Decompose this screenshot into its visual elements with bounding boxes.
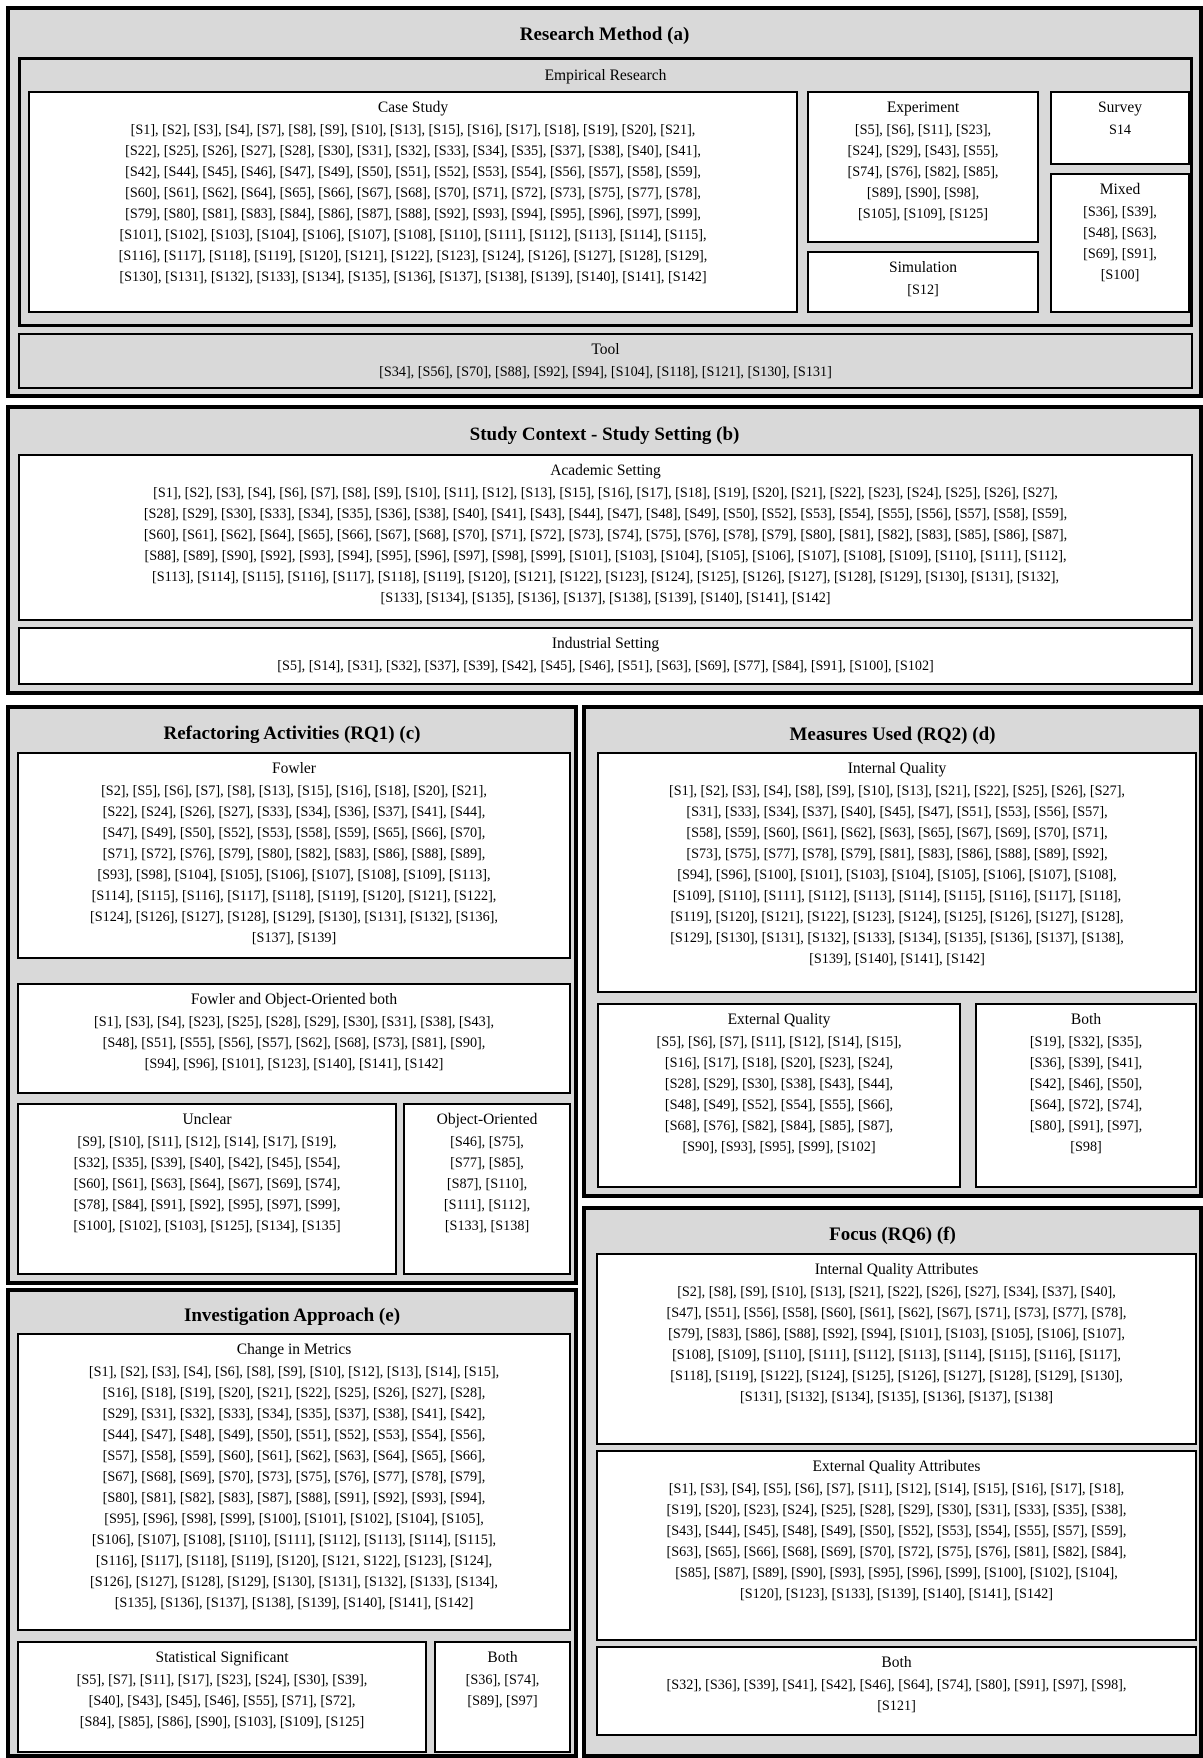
study-id-line: [S32], [S36], [S39], [S41], [S42], [S46], [S64], [S74], [S80], [S91], [S97], [S98], xyxy=(666,1677,1127,1693)
panel-investigation-approach xyxy=(6,1288,578,1758)
study-id-line: [S71], [S72], [S76], [S79], [S80], [S82], [S83], [S86], [S88], [S89], xyxy=(102,846,486,862)
box-title: External Quality xyxy=(727,1011,831,1028)
box-title: Case Study xyxy=(377,99,449,116)
study-id-line: [S47], [S49], [S50], [S52], [S53], [S58], [S59], [S65], [S66], [S70], xyxy=(102,825,486,841)
box-title: Fowler xyxy=(272,760,316,777)
study-id-line: [S100], [S102], [S103], [S125], [S134], [S135] xyxy=(73,1218,341,1234)
study-id-line: [S139], [S140], [S141], [S142] xyxy=(809,951,985,967)
box-title: External Quality Attributes xyxy=(812,1458,981,1475)
box-title: Object-Oriented xyxy=(436,1111,538,1128)
panel-measures-used xyxy=(582,705,1203,1198)
study-id-line: [S36], [S39], [S41], xyxy=(1029,1055,1143,1071)
study-id-line: [S119], [S120], [S121], [S122], [S123], [S124], [S125], [S126], [S127], [S128], xyxy=(670,909,1124,925)
study-id-line: [S19], [S20], [S23], [S24], [S25], [S28], [S29], [S30], [S31], [S33], [S35], [S38], xyxy=(666,1502,1127,1518)
study-id-line: [S108], [S109], [S110], [S111], [S112], [S113], [S114], [S115], [S116], [S117], xyxy=(672,1347,1121,1363)
study-id-line: [S63], [S65], [S66], [S68], [S69], [S70], [S72], [S75], [S76], [S81], [S82], [S84], xyxy=(666,1544,1127,1560)
study-id-line: [S100] xyxy=(1100,267,1140,283)
study-id-line: [S94], [S96], [S100], [S101], [S103], [S104], [S105], [S106], [S107], [S108], xyxy=(677,867,1117,883)
study-id-line: [S89], [S90], [S98], xyxy=(866,185,980,201)
box-title: Survey xyxy=(1098,99,1142,116)
external-quality-attributes-box xyxy=(596,1450,1197,1641)
study-id-line: [S98] xyxy=(1070,1139,1102,1155)
box-title: Academic Setting xyxy=(550,462,661,479)
study-id-line: [S74], [S76], [S82], [S85], xyxy=(847,164,999,180)
study-id-line: [S80], [S91], [S97], xyxy=(1029,1118,1143,1134)
study-id-line: [S2], [S5], [S6], [S7], [S8], [S13], [S15], [S16], [S18], [S20], [S21], xyxy=(101,783,487,799)
study-id-line: [S42], [S46], [S50], xyxy=(1029,1076,1143,1092)
box-title: Both xyxy=(1070,1011,1102,1028)
panel-research-method xyxy=(6,6,1203,398)
study-id-line: [S118], [S119], [S122], [S124], [S125], [S126], [S127], [S128], [S129], [S130], xyxy=(670,1368,1123,1384)
study-id-line: [S31], [S33], [S34], [S37], [S40], [S45], [S47], [S51], [S53], [S56], [S57], xyxy=(686,804,1108,820)
study-id-line: [S130], [S131], [S132], [S133], [S134], [S135], [S136], [S137], [S138], [S139], [S140], [S141], [S142] xyxy=(119,269,707,285)
panel-title: Research Method (a) xyxy=(519,24,690,45)
study-id-line: [S126], [S127], [S128], [S129], [S130], [S131], [S132], [S133], [S134], xyxy=(90,1574,498,1590)
study-id-line: [S22], [S25], [S26], [S27], [S28], [S30], [S31], [S32], [S33], [S34], [S35], [S37], [S38], [S40], [S41], xyxy=(125,143,701,159)
study-id-line: [S60], [S61], [S62], [S64], [S65], [S66], [S67], [S68], [S70], [S71], [S72], [S73], [S74], [S75], [S76], [S78], [S79], [S80], [S81], [S82], [S83], [S85], [S86], [S87], xyxy=(143,527,1068,543)
study-id-line: [S1], [S2], [S3], [S4], [S7], [S8], [S9], [S10], [S13], [S15], [S16], [S17], [S18], [S19], [S20], [S21], xyxy=(130,122,696,138)
study-id-line: [S1], [S2], [S3], [S4], [S6], [S8], [S9], [S10], [S12], [S13], [S14], [S15], xyxy=(88,1364,500,1380)
study-id-line: [S69], [S91], xyxy=(1083,246,1157,262)
study-id-line: [S64], [S72], [S74], xyxy=(1029,1097,1143,1113)
study-id-line: [S1], [S3], [S4], [S23], [S25], [S28], [S29], [S30], [S31], [S38], [S43], xyxy=(93,1014,494,1030)
study-id-line: [S116], [S117], [S118], [S119], [S120], [S121, S122], [S123], [S124], xyxy=(95,1553,493,1569)
panel-title: Study Context - Study Setting (b) xyxy=(469,424,740,445)
fowler-box xyxy=(17,752,571,959)
study-id-line: [S60], [S61], [S63], [S64], [S67], [S69], [S74], xyxy=(73,1176,341,1192)
study-id-line: [S46], [S75], xyxy=(450,1134,524,1150)
unclear-box xyxy=(17,1103,397,1275)
box-title: Both xyxy=(487,1649,518,1666)
study-id-line: [S68], [S76], [S82], [S84], [S85], [S87], xyxy=(664,1118,894,1134)
study-id-line: [S44], [S47], [S48], [S49], [S50], [S51], [S52], [S53], [S54], [S56], xyxy=(102,1427,486,1443)
study-id-line: [S47], [S51], [S56], [S58], [S60], [S61], [S62], [S67], [S71], [S73], [S77], [S78], xyxy=(666,1305,1127,1321)
study-id-line: [S36], [S39], xyxy=(1083,204,1157,220)
study-id-line: [S36], [S74], xyxy=(465,1672,540,1688)
study-id-line: [S16], [S18], [S19], [S20], [S21], [S22], [S25], [S26], [S27], [S28], xyxy=(102,1385,486,1401)
box-title: Statistical Significant xyxy=(155,1649,289,1666)
study-id-line: [S48], [S51], [S55], [S56], [S57], [S62], [S68], [S73], [S81], [S90], xyxy=(102,1035,486,1051)
tool-box xyxy=(18,333,1193,389)
study-id-line: [S133], [S138] xyxy=(444,1218,530,1234)
study-id-line: [S28], [S29], [S30], [S38], [S43], [S44], xyxy=(664,1076,894,1092)
study-id-line: [S79], [S80], [S81], [S83], [S84], [S86], [S87], [S88], [S92], [S93], [S94], [S95], [S96], [S97], [S99], xyxy=(125,206,701,222)
study-id-line: [S5], [S6], [S7], [S11], [S12], [S14], [S15], xyxy=(656,1034,902,1050)
statistical-significant-box xyxy=(17,1641,427,1753)
box-title: Internal Quality Attributes xyxy=(814,1261,979,1278)
study-id-line: [S40], [S43], [S45], [S46], [S55], [S71], [S72], xyxy=(88,1693,356,1709)
study-id-line: [S79], [S83], [S86], [S88], [S92], [S94], [S101], [S103], [S105], [S106], [S107], xyxy=(668,1326,1125,1342)
study-id-line: S14 xyxy=(1108,122,1132,138)
study-id-line: [S60], [S61], [S62], [S64], [S65], [S66], [S67], [S68], [S70], [S71], [S72], [S73], [S75], [S77], [S78], xyxy=(125,185,701,201)
panel-title: Focus (RQ6) (f) xyxy=(829,1224,956,1245)
study-id-line: [S101], [S102], [S103], [S104], [S106], [S107], [S108], [S110], [S111], [S112], [S113], [S114], [S115], xyxy=(119,227,707,243)
box-title: Change in Metrics xyxy=(236,1341,352,1358)
both-measures-box xyxy=(975,1003,1197,1188)
study-id-line: [S58], [S59], [S60], [S61], [S62], [S63], [S65], [S67], [S69], [S70], [S71], xyxy=(686,825,1108,841)
study-id-line: [S34], [S56], [S70], [S88], [S92], [S94], [S104], [S118], [S121], [S130], [S131] xyxy=(379,364,832,380)
study-id-line: [S1], [S2], [S3], [S4], [S6], [S7], [S8], [S9], [S10], [S11], [S12], [S13], [S15], [S16], [S17], [S18], [S19], [S20], [S21], [S22], [S23], [S24], [S25], [S26], [S27], xyxy=(153,485,1058,501)
study-id-line: [S113], [S114], [S115], [S116], [S117], [S118], [S119], [S120], [S121], [S122], [S123], [S124], [S125], [S126], [S127], [S128], [S129], [S130], [S131], [S132], xyxy=(151,569,1060,585)
internal-quality-box xyxy=(597,752,1197,993)
change-in-metrics-box xyxy=(17,1333,571,1631)
object-oriented-box xyxy=(403,1103,571,1275)
study-id-line: [S43], [S44], [S45], [S48], [S49], [S50], [S52], [S53], [S54], [S55], [S57], [S59], xyxy=(666,1523,1127,1539)
study-id-line: [S129], [S130], [S131], [S132], [S133], [S134], [S135], [S136], [S137], [S138], xyxy=(670,930,1124,946)
both-approach-box xyxy=(434,1641,571,1753)
study-id-line: [S84], [S85], [S86], [S90], [S103], [S109], [S125] xyxy=(79,1714,365,1730)
study-id-line: [S48], [S49], [S52], [S54], [S55], [S66], xyxy=(664,1097,894,1113)
study-id-line: [S124], [S126], [S127], [S128], [S129], [S130], [S131], [S132], [S136], xyxy=(90,909,498,925)
mixed-box xyxy=(1050,173,1190,313)
study-id-line: [S42], [S44], [S45], [S46], [S47], [S49], [S50], [S51], [S52], [S53], [S54], [S56], [S57], [S58], [S59], xyxy=(125,164,701,180)
study-id-line: [S28], [S29], [S30], [S33], [S34], [S35], [S36], [S38], [S40], [S41], [S43], [S44], [S47], [S48], [S49], [S50], [S52], [S53], [S54], [S55], [S56], [S57], [S58], [S59], xyxy=(143,506,1068,522)
study-id-line: [S9], [S10], [S11], [S12], [S14], [S17], [S19], xyxy=(77,1134,337,1150)
study-id-line: [S85], [S87], [S89], [S90], [S93], [S95], [S96], [S99], [S100], [S102], [S104], xyxy=(675,1565,1118,1581)
study-id-line: [S105], [S109], [S125] xyxy=(857,206,989,222)
internal-quality-attributes-box xyxy=(596,1253,1197,1445)
simulation-box xyxy=(807,251,1039,313)
box-title: Fowler and Object-Oriented both xyxy=(190,991,398,1008)
box-title: Unclear xyxy=(182,1111,232,1128)
panel-title: Refactoring Activities (RQ1) (c) xyxy=(163,723,421,744)
box-title: Experiment xyxy=(886,99,960,116)
study-id-line: [S80], [S81], [S82], [S83], [S87], [S88], [S91], [S92], [S93], [S94], xyxy=(102,1490,486,1506)
study-id-line: [S88], [S89], [S90], [S92], [S93], [S94], [S95], [S96], [S97], [S98], [S99], [S101], [S103], [S104], [S105], [S106], [S107], [S108], [S109], [S110], [S111], [S112], xyxy=(144,548,1067,564)
study-id-line: [S48], [S63], xyxy=(1083,225,1157,241)
study-id-line: [S114], [S115], [S116], [S117], [S118], [S119], [S120], [S121], [S122], xyxy=(91,888,497,904)
both-focus-box xyxy=(596,1646,1197,1736)
study-id-line: [S133], [S134], [S135], [S136], [S137], [S138], [S139], [S140], [S141], [S142] xyxy=(380,590,831,606)
study-id-line: [S16], [S17], [S18], [S20], [S23], [S24], xyxy=(664,1055,894,1071)
study-id-line: [S1], [S3], [S4], [S5], [S6], [S7], [S11], [S12], [S14], [S15], [S16], [S17], [S18], xyxy=(668,1481,1125,1497)
study-id-line: [S78], [S84], [S91], [S92], [S95], [S97], [S99], xyxy=(73,1197,341,1213)
study-id-line: [S57], [S58], [S59], [S60], [S61], [S62], [S63], [S64], [S65], [S66], xyxy=(102,1448,486,1464)
study-id-line: [S32], [S35], [S39], [S40], [S42], [S45], [S54], xyxy=(73,1155,341,1171)
study-id-line: [S120], [S123], [S133], [S139], [S140], [S141], [S142] xyxy=(740,1586,1053,1602)
fowler-oo-box xyxy=(17,983,571,1094)
box-title: Industrial Setting xyxy=(551,635,660,652)
study-id-line: [S109], [S110], [S111], [S112], [S113], [S114], [S115], [S116], [S117], [S118], xyxy=(672,888,1122,904)
study-id-line: [S93], [S98], [S104], [S105], [S106], [S107], [S108], [S109], [S113], xyxy=(97,867,491,883)
study-id-line: [S121] xyxy=(877,1698,916,1714)
study-id-line: [S5], [S6], [S11], [S23], xyxy=(854,122,992,138)
box-title: Both xyxy=(881,1654,912,1671)
box-title: Tool xyxy=(591,341,620,358)
box-title: Simulation xyxy=(888,259,958,276)
study-id-line: [S90], [S93], [S95], [S99], [S102] xyxy=(682,1139,876,1155)
empirical-research-title: Empirical Research xyxy=(544,67,667,84)
study-id-line: [S106], [S107], [S108], [S110], [S111], [S112], [S113], [S114], [S115], xyxy=(91,1532,497,1548)
study-id-line: [S116], [S117], [S118], [S119], [S120], [S121], [S122], [S123], [S124], [S126], [S127], [S128], [S129], xyxy=(118,248,708,264)
industrial-setting-box xyxy=(18,627,1193,685)
survey-box xyxy=(1050,91,1190,165)
panel-focus xyxy=(582,1206,1203,1758)
study-id-line: [S89], [S97] xyxy=(467,1693,538,1709)
study-id-line: [S12] xyxy=(907,282,939,298)
study-id-line: [S5], [S7], [S11], [S17], [S23], [S24], [S30], [S39], xyxy=(76,1672,368,1688)
case-study-box xyxy=(28,91,798,313)
study-id-line: [S22], [S24], [S26], [S27], [S33], [S34], [S36], [S37], [S41], [S44], xyxy=(102,804,486,820)
study-id-line: [S29], [S31], [S32], [S33], [S34], [S35], [S37], [S38], [S41], [S42], xyxy=(102,1406,486,1422)
study-id-line: [S77], [S85], xyxy=(450,1155,524,1171)
external-quality-box xyxy=(597,1003,961,1188)
study-id-line: [S94], [S96], [S101], [S123], [S140], [S141], [S142] xyxy=(144,1056,444,1072)
panel-title: Measures Used (RQ2) (d) xyxy=(789,724,996,745)
study-id-line: [S135], [S136], [S137], [S138], [S139], [S140], [S141], [S142] xyxy=(114,1595,474,1611)
empirical-research-group xyxy=(18,57,1193,327)
study-id-line: [S137], [S139] xyxy=(251,930,337,946)
study-id-line: [S73], [S75], [S77], [S78], [S79], [S81], [S83], [S86], [S88], [S89], [S92], xyxy=(686,846,1108,862)
study-id-line: [S1], [S2], [S3], [S4], [S8], [S9], [S10], [S13], [S21], [S22], [S25], [S26], [S27], xyxy=(669,783,1125,799)
study-id-line: [S95], [S96], [S98], [S99], [S100], [S101], [S102], [S104], [S105], xyxy=(104,1511,484,1527)
study-id-line: [S87], [S110], xyxy=(446,1176,528,1192)
study-id-line: [S19], [S32], [S35], xyxy=(1029,1034,1143,1050)
study-id-line: [S5], [S14], [S31], [S32], [S37], [S39], [S42], [S45], [S46], [S51], [S63], [S69], [S77], [S84], [S91], [S100], [S102] xyxy=(277,658,934,674)
panel-refactoring-activities xyxy=(6,705,578,1285)
panel-title: Investigation Approach (e) xyxy=(183,1305,401,1326)
study-id-line: [S2], [S8], [S9], [S10], [S13], [S21], [S22], [S26], [S27], [S34], [S37], [S40], xyxy=(677,1284,1116,1300)
box-title: Mixed xyxy=(1099,181,1141,198)
study-id-line: [S67], [S68], [S69], [S70], [S73], [S75], [S76], [S77], [S78], [S79], xyxy=(102,1469,486,1485)
panel-study-context xyxy=(6,405,1203,695)
academic-setting-box xyxy=(18,454,1193,621)
study-id-line: [S111], [S112], xyxy=(443,1197,531,1213)
box-title: Internal Quality xyxy=(847,760,947,777)
experiment-box xyxy=(807,91,1039,243)
study-id-line: [S24], [S29], [S43], [S55], xyxy=(847,143,999,159)
study-id-line: [S131], [S132], [S134], [S135], [S136], [S137], [S138] xyxy=(740,1389,1053,1405)
